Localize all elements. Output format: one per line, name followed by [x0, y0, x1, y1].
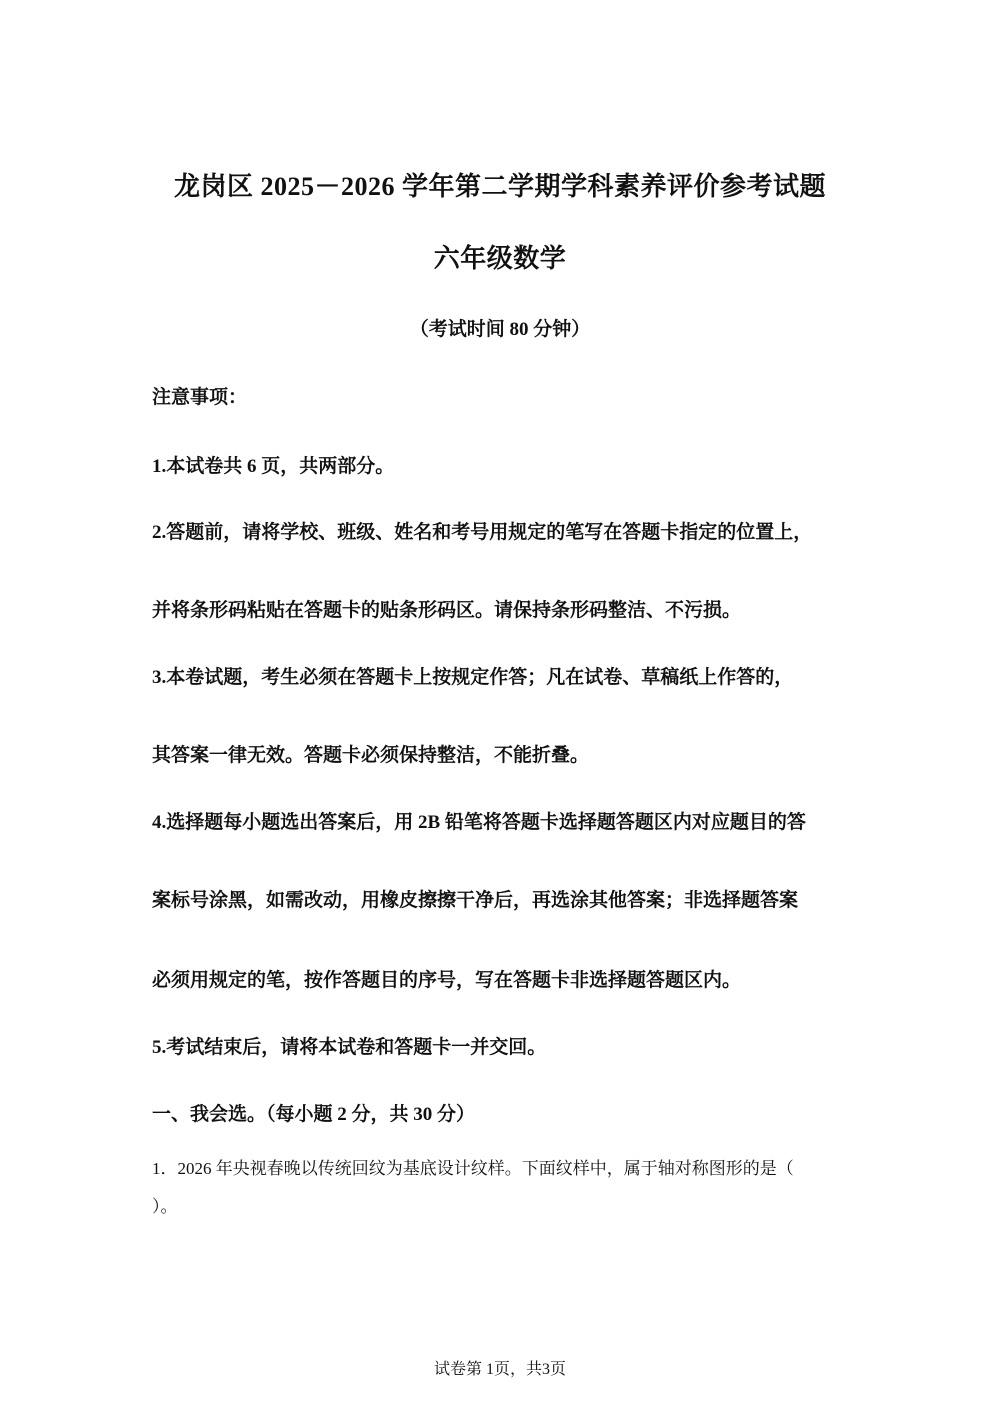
note-line: 1.本试卷共 6 页，共两部分。: [152, 456, 395, 477]
note-line: 必须用规定的笔，按作答题目的序号，写在答题卡非选择题答题区内。: [152, 970, 742, 991]
exam-duration: （考试时间 80 分钟）: [409, 319, 591, 340]
note-line: 5.考试结束后，请将本试卷和答题卡一并交回。: [152, 1037, 547, 1058]
question-1-text: 1．2026 年央视春晚以传统回纹为基底设计纹样。下面纹样中，属于轴对称图形的是（: [152, 1159, 794, 1178]
note-line: 4.选择题每小题选出答案后，用 2B 铅笔将答题卡选择题答题区内对应题目的答: [152, 812, 806, 833]
section-heading: 一、我会选。（每小题 2 分，共 30 分）: [152, 1104, 476, 1125]
notes-heading: 注意事项：: [152, 387, 248, 408]
note-line: 其答案一律无效。答题卡必须保持整洁，不能折叠。: [152, 745, 590, 766]
question-1-text-cont: ）。: [152, 1197, 178, 1216]
note-line: 3.本卷试题，考生必须在答题卡上按规定作答；凡在试卷、草稿纸上作答的，: [152, 667, 794, 688]
page-subtitle: 六年级数学: [433, 244, 567, 273]
note-line: 案标号涂黑，如需改动，用橡皮擦擦干净后，再选涂其他答案；非选择题答案: [152, 890, 799, 911]
note-line: 并将条形码粘贴在答题卡的贴条形码区。请保持条形码整洁、不污损。: [152, 600, 742, 621]
page-title: 龙岗区 2025－2026 学年第二学期学科素养评价参考试题: [173, 172, 826, 201]
page-footer: 试卷第 1页，共3页: [433, 1361, 566, 1378]
note-line: 2.答题前，请将学校、班级、姓名和考号用规定的笔写在答题卡指定的位置上，: [152, 522, 813, 543]
